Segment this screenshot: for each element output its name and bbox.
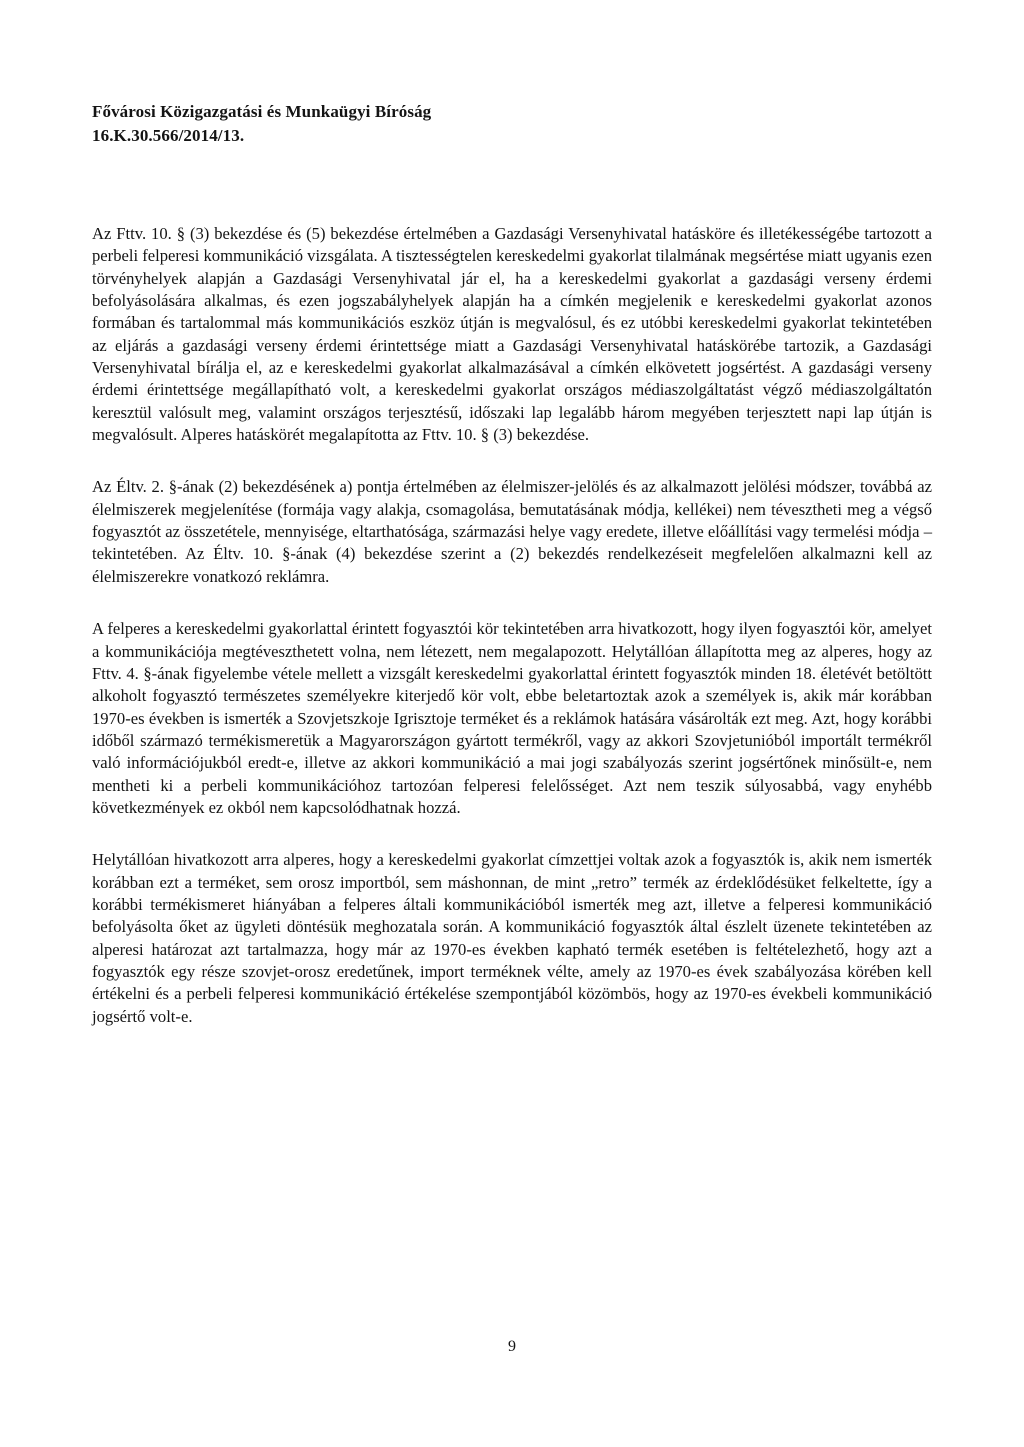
paragraph-addressees: Helytállóan hivatkozott arra alperes, hogy a kereskedelmi gyakorlat címzettjei voltak azok a fogyasztók is, akik nem ismerték korábban ezt a terméket, sem orosz importból, sem máshonnan, de mint „retro” termék az érdeklődésüket felkeltette, így a korábbi termékismeret hiányában a felperes általi kommunikációból ismerték meg azt, illetve a felperesi kommunikáció befolyásolta őket az ügyleti döntésük meghozatala során. A kommunikáció fogyasztók által észlelt üzenete tekintetében az alperesi határozat azt tartalmazza, hogy már az 1970-es években kapható termék esetében is feltételezhető, hogy azt a fogyasztók egy része szovjet-orosz eredetűnek, import terméknek vélte, amely az 1970-es évek szabályozása körében kell értékelni és a perbeli felperesi kommunikáció értékelése szempontjából közömbös, hogy az 1970-es évekbeli kommunikáció jogsértő volt-e. — [92, 850, 932, 1026]
paragraph-fttv-jurisdiction: Az Fttv. 10. § (3) bekezdése és (5) bekezdése értelmében a Gazdasági Versenyhivatal hatásköre és illetékességébe tartozott a perbeli felperesi kommunikáció vizsgálata. A tisztességtelen kereskedelmi gyakorlat tilalmának megsértése miatt ugyanis ezen törvényhelyek alapján a Gazdasági Versenyhivatal jár el, ha a kereskedelmi gyakorlat a gazdasági verseny érdemi befolyásolására alkalmas, és ezen jogszabályhelyek alapján ha a címkén megjelenik e kereskedelmi gyakorlat azonos formában és tartalommal más kommunikációs eszköz útján is megvalósul, és ez utóbbi kereskedelmi gyakorlat tekintetében az eljárás a gazdasági verseny érdemi érintettsége miatt a Gazdasági Versenyhivatal hatáskörébe tartozik, a Gazdasági Versenyhivatal bírálja el, az e kereskedelmi gyakorlat alkalmazásával a címkén elkövetett jogsértést. A gazdasági verseny érdemi érintettsége megállapítható volt, a kereskedelmi gyakorlat országos médiaszolgáltatást végző médiaszolgáltatón keresztül valósult meg, valamint országos terjesztésű, időszaki lap legalább három megyében terjesztett napi lap útján is megvalósult. Alperes hatáskörét megalapította az Fttv. 10. § (3) bekezdése. — [92, 224, 933, 445]
court-name: Fővárosi Közigazgatási és Munkaügyi Bíróság — [92, 102, 432, 121]
paragraph-consumer-group: A felperes a kereskedelmi gyakorlattal érintett fogyasztói kör tekintetében arra hivatkozott, hogy ilyen fogyasztói kör, amelyet a kommunikációja megtéveszthetett volna, nem létezett, nem megalapozott. Helytállóan állapította meg az alperes, hogy az Fttv. 4. §-ának figyelembe vétele mellett a vizsgált kereskedelmi gyakorlattal érintett fogyasztók minden 18. életévét betöltött alkoholt fogyasztó természetes személyekre kiterjedő kör volt, ebbe beletartoztak azok a személyek is, akik már korábban 1970-es években is ismerték a Szovjetszkoje Igrisztoje terméket és a reklámok hatására vásárolták ezt meg. Azt, hogy korábbi időből származó termékismeretük a Magyarországon gyártott termékről, vagy az akkori Szovjetunióból importált termékről való információjukból eredt-e, illetve az akkori kommunikáció a mai jogi szabályozás szerint jogsértőnek minősült-e, nem mentheti ki a perbeli kommunikációhoz tartozóan felperesi felelősséget. Azt nem teszik súlyosabbá, vagy enyhébb következmények ez okból nem kapcsolódhatnak hozzá. — [92, 619, 932, 817]
document-body — [92, 223, 932, 1028]
document-header — [92, 100, 692, 148]
page-number: 9 — [508, 1338, 516, 1355]
case-number: 16.K.30.566/2014/13. — [92, 126, 245, 145]
paragraph-eltv-labeling: Az Éltv. 2. §-ának (2) bekezdésének a) pontja értelmében az élelmiszer-jelölés és az alkalmazott jelölési módszer, továbbá az élelmiszerek megjelenítése (formája vagy alakja, csomagolása, bemutatásának módja, kellékei) nem tévesztheti meg a végső fogyasztót az összetétele, mennyisége, eltarthatósága, származási helye vagy eredete, illetve előállítási vagy termelési módja – tekintetében. Az Éltv. 10. §-ának (4) bekezdése szerint a (2) bekezdés rendelkezéseit megfelelően alkalmazni kell az élelmiszerekre vonatkozó reklámra. — [92, 477, 932, 586]
